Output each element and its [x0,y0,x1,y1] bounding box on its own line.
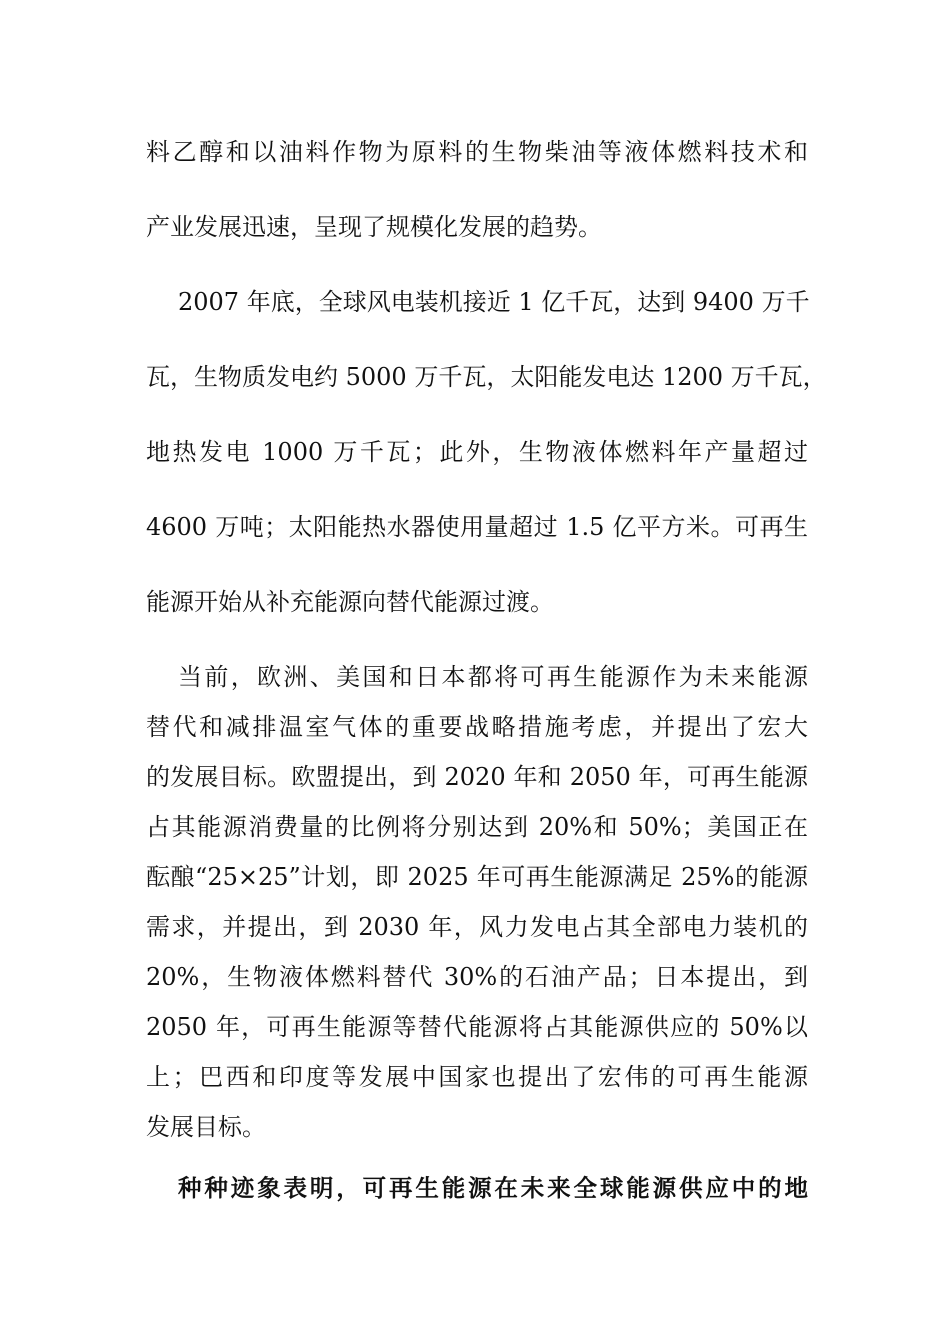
paragraph-3-line-3: 的发展目标。欧盟提出，到 2020 年和 2050 年，可再生能源 [146,763,808,791]
paragraph-3-line-9: 上；巴西和印度等发展中国家也提出了宏伟的可再生能源 [146,1063,808,1091]
paragraph-4-line-1: 种种迹象表明，可再生能源在未来全球能源供应中的地 [178,1174,808,1202]
paragraph-2-line-4: 4600 万吨；太阳能热水器使用量超过 1.5 亿平方米。可再生 [146,513,808,541]
paragraph-2-line-5: 能源开始从补充能源向替代能源过渡。 [146,588,554,616]
paragraph-3-line-6: 需求，并提出，到 2030 年，风力发电占其全部电力装机的 [146,913,808,941]
paragraph-3-line-10: 发展目标。 [146,1113,266,1141]
paragraph-3-line-4: 占其能源消费量的比例将分别达到 20%和 50%；美国正在 [146,813,808,841]
paragraph-3-line-1: 当前，欧洲、美国和日本都将可再生能源作为未来能源 [178,663,808,691]
paragraph-1-line-2: 产业发展迅速，呈现了规模化发展的趋势。 [146,213,602,241]
paragraph-3-line-2: 替代和减排温室气体的重要战略措施考虑，并提出了宏大 [146,713,808,741]
paragraph-2-line-1: 2007 年底，全球风电装机接近 1 亿千瓦，达到 9400 万千 [178,288,810,316]
paragraph-3-line-5: 酝酿“25×25”计划，即 2025 年可再生能源满足 25%的能源 [146,863,808,891]
paragraph-2-line-2: 瓦，生物质发电约 5000 万千瓦，太阳能发电达 1200 万千瓦， [146,363,827,391]
paragraph-1-line-1: 料乙醇和以油料作物为原料的生物柴油等液体燃料技术和 [146,138,808,166]
paragraph-2-line-3: 地热发电 1000 万千瓦；此外，生物液体燃料年产量超过 [146,438,808,466]
paragraph-3-line-7: 20%，生物液体燃料替代 30%的石油产品；日本提出，到 [146,963,808,991]
paragraph-3-line-8: 2050 年，可再生能源等替代能源将占其能源供应的 50%以 [146,1013,808,1041]
